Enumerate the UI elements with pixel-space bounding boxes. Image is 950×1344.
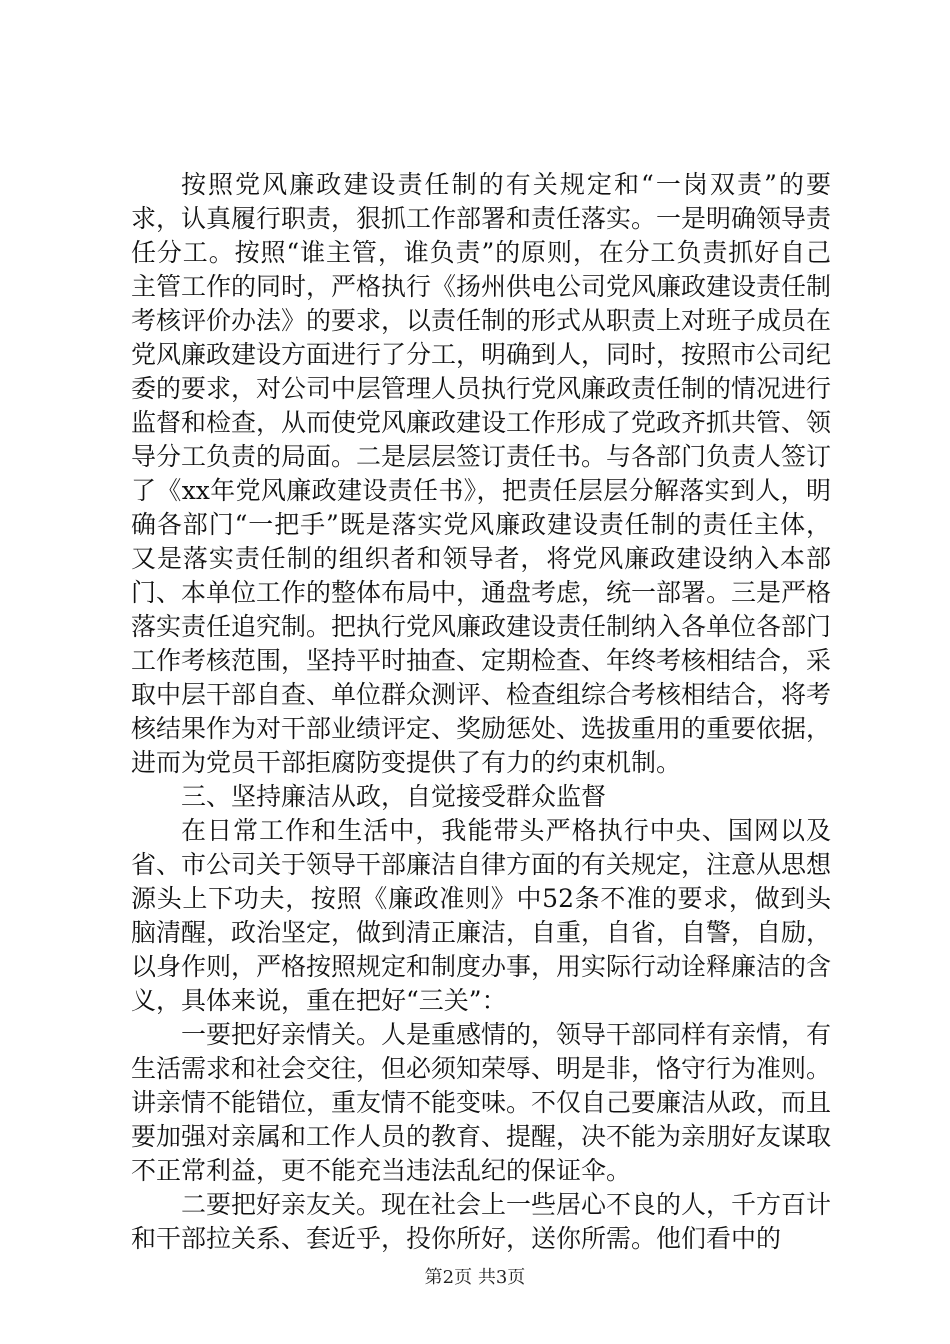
paragraph-friends-checkpoint: 二要把好亲友关。现在社会上一些居心不良的人，千方百计和干部拉关系、套近乎，投你所好，送你所需。他们看中的 <box>131 1190 832 1253</box>
document-body <box>131 168 831 1256</box>
paragraph-daily-work: 在日常工作和生活中，我能带头严格执行中央、国网以及省、市公司关于领导干部廉洁自律方面的有关规定，注意从思想源头上下功夫，按照《廉政准则》中52条不准的要求，做到头脑清醒，政治坚定，做到清正廉洁，自重，自省，自警，自励，以身作则，严格按照规定和制度办事，用实际行动诠释廉洁的含义，具体来说，重在把好“三关”： <box>131 816 832 1015</box>
page-footer: 第2页 共3页 <box>424 1267 526 1288</box>
paragraph-family-checkpoint: 一要把好亲情关。人是重感情的，领导干部同样有亲情，有生活需求和社会交往，但必须知荣辱、明是非，恪守行为准则。讲亲情不能错位，重友情不能变味。不仅自己要廉洁从政，而且要加强对亲属和工作人员的教育、提醒，决不能为亲朋好友谋取不正常利益，更不能充当违法乱纪的保证伞。 <box>131 1020 832 1185</box>
paragraph-responsibility-system: 按照党风廉政建设责任制的有关规定和“一岗双责”的要求，认真履行职责，狠抓工作部署和责任落实。一是明确领导责任分工。按照“谁主管，谁负责”的原则，在分工负责抓好自己主管工作的同时，严格执行《扬州供电公司党风廉政建设责任制考核评价办法》的要求，以责任制的形式从职责上对班子成员在党风廉政建设方面进行了分工，明确到人，同时，按照市公司纪委的要求，对公司中层管理人员执行党风廉政责任制的情况进行监督和检查，从而使党风廉政建设工作形成了党政齐抓共管、领导分工负责的局面。二是层层签订责任书。与各部门负责人签订了《xx年党风廉政建设责任书》，把责任层层分解落实到人，明确各部门“一把手”既是落实党风廉政建设责任制的责任主体，又是落实责任制的组织者和领导者，将党风廉政建设纳入本部门、本单位工作的整体布局中，通盘考虑，统一部署。三是严格落实责任追究制。把执行党风廉政建设责任制纳入各单位各部门工作考核范围，坚持平时抽查、定期检查、年终考核相结合，采取中层干部自查、单位群众测评、检查组综合考核相结合，将考核结果作为对干部业绩评定、奖励惩处、选拔重用的重要依据，进而为党员干部拒腐防变提供了有力的约束机制。 <box>131 170 832 777</box>
section-heading-three: 三、坚持廉洁从政，自觉接受群众监督 <box>181 782 607 811</box>
